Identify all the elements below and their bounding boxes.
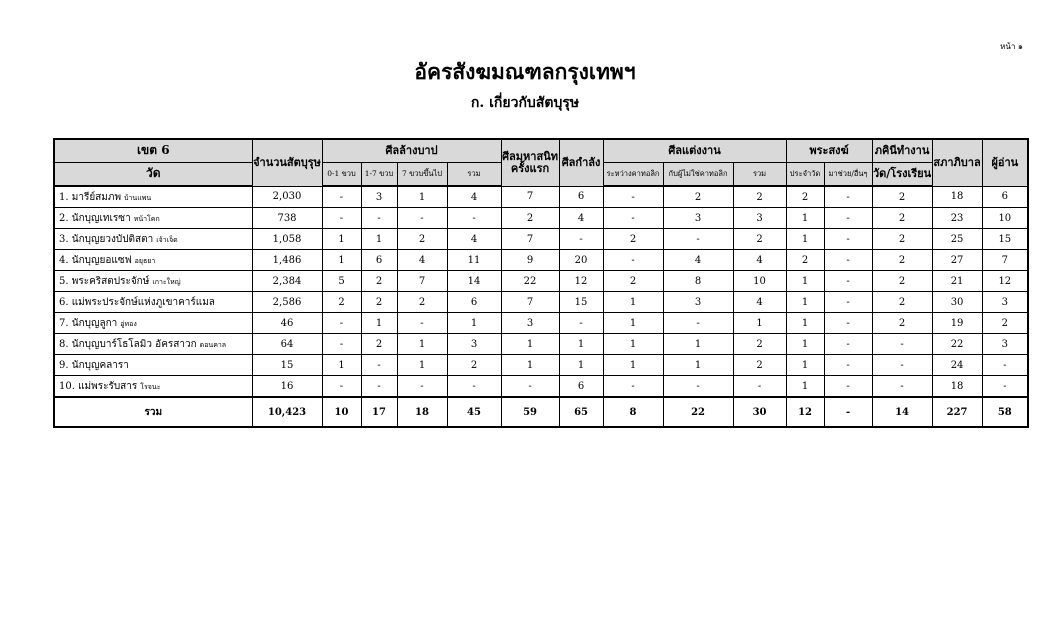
cell-mt: 2	[733, 355, 786, 376]
cell-pa: -	[824, 313, 872, 334]
cell-b17: 2	[361, 271, 397, 292]
cell-sis: -	[872, 334, 932, 355]
cell-b01: 5	[322, 271, 361, 292]
cell-mc: 2	[603, 229, 663, 250]
parish-name-cell	[54, 229, 252, 250]
cell-rd: -	[982, 376, 1028, 398]
cell-b17: 2	[361, 292, 397, 313]
cell-cou: 23	[932, 208, 982, 229]
cell-b17: 1	[361, 313, 397, 334]
cell-bt: 4	[447, 229, 501, 250]
cell-pr: 1	[786, 292, 824, 313]
cell-b7p: 1	[397, 355, 447, 376]
row-number: 6.	[59, 296, 69, 308]
page-number: หน้า ๑	[1000, 42, 1023, 51]
cell-mm: -	[663, 313, 733, 334]
cell-mt: -	[733, 376, 786, 398]
cell-bt: -	[447, 376, 501, 398]
cell-b17: 2	[361, 334, 397, 355]
cell-fc: 2	[501, 208, 559, 229]
header-marriage-catholics: ระหว่างคาทอลิก	[603, 163, 663, 187]
parish-location: บ้านแพน	[124, 193, 152, 202]
cell-b01: 1	[322, 229, 361, 250]
total-b7p: 18	[397, 397, 447, 427]
header-baptism-1-7: 1-7 ขวบ	[361, 163, 397, 187]
parish-name: แม่พระประจักษ์แห่งภูเขาคาร์แมล	[71, 296, 215, 308]
total-mt: 30	[733, 397, 786, 427]
parish-location: เกาะใหญ่	[152, 277, 181, 286]
cell-fc: 9	[501, 250, 559, 271]
cell-pr: 1	[786, 229, 824, 250]
cell-sis: 2	[872, 250, 932, 271]
cell-cou: 30	[932, 292, 982, 313]
cell-cf: 6	[559, 186, 603, 208]
cell-bt: 2	[447, 355, 501, 376]
cell-cf: 15	[559, 292, 603, 313]
cell-sis: -	[872, 376, 932, 398]
parish-name: แม่พระรับสาร	[78, 380, 138, 392]
cell-mc: -	[603, 208, 663, 229]
cell-b17: 1	[361, 229, 397, 250]
cell-pa: -	[824, 229, 872, 250]
cell-rd: 7	[982, 250, 1028, 271]
cell-pa: -	[824, 186, 872, 208]
total-pop: 10,423	[252, 397, 322, 427]
total-bt: 45	[447, 397, 501, 427]
cell-b01: -	[322, 313, 361, 334]
cell-bt: 4	[447, 186, 501, 208]
cell-mt: 2	[733, 186, 786, 208]
parish-name: พระคริสตประจักษ์	[71, 275, 150, 287]
cell-b01: -	[322, 208, 361, 229]
cell-mt: 2	[733, 334, 786, 355]
total-mm: 22	[663, 397, 733, 427]
cell-rd: 10	[982, 208, 1028, 229]
header-marriage-total: รวม	[733, 163, 786, 187]
cell-mc: 1	[603, 313, 663, 334]
row-number: 1.	[59, 191, 69, 203]
cell-pop: 2,030	[252, 186, 322, 208]
cell-mc: -	[603, 250, 663, 271]
header-religious-sub: วัด/โรงเรียน	[872, 163, 932, 187]
cell-pa: -	[824, 250, 872, 271]
cell-fc: 7	[501, 229, 559, 250]
row-number: 3.	[59, 233, 69, 245]
cell-b7p: 4	[397, 250, 447, 271]
table-row	[54, 376, 1028, 398]
cell-sis: 2	[872, 229, 932, 250]
cell-fc: 7	[501, 186, 559, 208]
cell-pr: 1	[786, 334, 824, 355]
cell-b17: -	[361, 208, 397, 229]
parish-name: นักบุญคลารา	[71, 359, 129, 371]
parish-name-cell	[54, 250, 252, 271]
cell-mc: 2	[603, 271, 663, 292]
cell-sis: -	[872, 355, 932, 376]
table-row	[54, 250, 1028, 271]
cell-pop: 1,058	[252, 229, 322, 250]
row-number: 8.	[59, 338, 69, 350]
total-row	[54, 397, 1028, 427]
parish-name-cell	[54, 376, 252, 398]
total-mc: 8	[603, 397, 663, 427]
parish-name-cell	[54, 355, 252, 376]
table-body	[54, 186, 1028, 427]
table-row	[54, 271, 1028, 292]
cell-b01: 1	[322, 355, 361, 376]
cell-pa: -	[824, 292, 872, 313]
cell-b17: -	[361, 376, 397, 398]
cell-bt: 1	[447, 313, 501, 334]
cell-cf: 6	[559, 376, 603, 398]
table-header-row-1	[54, 139, 1028, 163]
cell-b7p: 1	[397, 186, 447, 208]
header-priests: พระสงฆ์	[786, 139, 872, 163]
cell-mm: -	[663, 229, 733, 250]
cell-bt: 11	[447, 250, 501, 271]
cell-b01: 2	[322, 292, 361, 313]
row-number: 4.	[59, 254, 69, 266]
cell-rd: 12	[982, 271, 1028, 292]
cell-cou: 19	[932, 313, 982, 334]
cell-mm: 3	[663, 292, 733, 313]
cell-bt: 3	[447, 334, 501, 355]
header-readers: ผู้อ่าน	[982, 139, 1028, 186]
parish-location: อยุธยา	[134, 256, 156, 265]
cell-pr: 2	[786, 186, 824, 208]
cell-pr: 1	[786, 271, 824, 292]
cell-sis: 2	[872, 208, 932, 229]
table-row	[54, 355, 1028, 376]
statistics-table	[53, 138, 1029, 428]
header-population: จำนวนสัตบุรุษ	[252, 139, 322, 186]
cell-cou: 25	[932, 229, 982, 250]
cell-fc: 7	[501, 292, 559, 313]
cell-cf: 1	[559, 334, 603, 355]
cell-mm: 8	[663, 271, 733, 292]
row-number: 5.	[59, 275, 69, 287]
parish-name-cell	[54, 334, 252, 355]
cell-pop: 15	[252, 355, 322, 376]
parish-name-cell	[54, 292, 252, 313]
cell-rd: 6	[982, 186, 1028, 208]
row-number: 10.	[59, 380, 75, 392]
total-pr: 12	[786, 397, 824, 427]
total-pa: -	[824, 397, 872, 427]
cell-mt: 1	[733, 313, 786, 334]
cell-b7p: 2	[397, 292, 447, 313]
parish-location: เจ้าเจ็ด	[156, 235, 178, 244]
cell-cf: 1	[559, 355, 603, 376]
cell-b17: 3	[361, 186, 397, 208]
cell-cf: 20	[559, 250, 603, 271]
cell-fc: 3	[501, 313, 559, 334]
cell-b01: -	[322, 376, 361, 398]
cell-b01: 1	[322, 250, 361, 271]
parish-location: โรจนะ	[140, 382, 161, 391]
header-baptism-total: รวม	[447, 163, 501, 187]
cell-rd: -	[982, 355, 1028, 376]
cell-pa: -	[824, 376, 872, 398]
parish-name-cell	[54, 271, 252, 292]
row-number: 9.	[59, 359, 69, 371]
cell-pr: 1	[786, 208, 824, 229]
parish-location: ดอนคาล	[199, 340, 227, 349]
table-row	[54, 334, 1028, 355]
cell-b7p: -	[397, 376, 447, 398]
cell-sis: 2	[872, 292, 932, 313]
cell-b7p: -	[397, 313, 447, 334]
cell-mt: 4	[733, 250, 786, 271]
parish-name: นักบุญลูกา	[71, 317, 118, 329]
cell-cou: 22	[932, 334, 982, 355]
header-religious: ภคินีทำงาน	[872, 139, 932, 163]
cell-pr: 1	[786, 355, 824, 376]
cell-fc: 1	[501, 334, 559, 355]
cell-mt: 2	[733, 229, 786, 250]
cell-mt: 3	[733, 208, 786, 229]
header-confirmation: ศีลกำลัง	[559, 139, 603, 186]
cell-pop: 46	[252, 313, 322, 334]
cell-cou: 27	[932, 250, 982, 271]
cell-pr: 1	[786, 313, 824, 334]
total-sis: 14	[872, 397, 932, 427]
cell-pr: 2	[786, 250, 824, 271]
total-fc: 59	[501, 397, 559, 427]
table-row	[54, 229, 1028, 250]
cell-mm: 1	[663, 355, 733, 376]
parish-name-cell	[54, 208, 252, 229]
cell-sis: 2	[872, 313, 932, 334]
header-baptism-7plus: 7 ขวบขึ้นไป	[397, 163, 447, 187]
cell-pr: 1	[786, 376, 824, 398]
cell-cf: -	[559, 313, 603, 334]
cell-rd: 3	[982, 334, 1028, 355]
cell-bt: 6	[447, 292, 501, 313]
cell-b01: -	[322, 334, 361, 355]
cell-mt: 10	[733, 271, 786, 292]
cell-bt: 14	[447, 271, 501, 292]
total-b01: 10	[322, 397, 361, 427]
cell-pop: 1,486	[252, 250, 322, 271]
cell-cou: 18	[932, 376, 982, 398]
cell-pop: 738	[252, 208, 322, 229]
header-priests-resident: ประจำวัด	[786, 163, 824, 187]
cell-pop: 64	[252, 334, 322, 355]
header-parish: วัด	[54, 163, 252, 187]
cell-cou: 18	[932, 186, 982, 208]
cell-pa: -	[824, 208, 872, 229]
cell-fc: 22	[501, 271, 559, 292]
header-marriage: ศีลแต่งงาน	[603, 139, 786, 163]
cell-cf: 12	[559, 271, 603, 292]
table-row	[54, 292, 1028, 313]
header-marriage-mixed: กับผู้ไม่ใช่คาทอลิก	[663, 163, 733, 187]
parish-name: นักบุญเทเรซา	[71, 212, 131, 224]
cell-fc: 1	[501, 355, 559, 376]
cell-mc: -	[603, 186, 663, 208]
cell-sis: 2	[872, 186, 932, 208]
cell-pop: 2,586	[252, 292, 322, 313]
cell-rd: 3	[982, 292, 1028, 313]
cell-bt: -	[447, 208, 501, 229]
cell-mm: 3	[663, 208, 733, 229]
parish-name: นักบุญบาร์โธโลมิว อัครสาวก	[71, 338, 197, 350]
cell-mt: 4	[733, 292, 786, 313]
cell-b17: 6	[361, 250, 397, 271]
cell-pa: -	[824, 355, 872, 376]
cell-b01: -	[322, 186, 361, 208]
parish-name: นักบุญยวงบัปติสตา	[71, 233, 154, 245]
header-council: สภาภิบาล	[932, 139, 982, 186]
cell-cou: 21	[932, 271, 982, 292]
table-row	[54, 313, 1028, 334]
header-baptism-0-1: 0-1 ขวบ	[322, 163, 361, 187]
cell-mc: 1	[603, 292, 663, 313]
cell-pa: -	[824, 271, 872, 292]
header-zone: เขต 6	[54, 139, 252, 163]
cell-mm: 2	[663, 186, 733, 208]
header-first-communion: ศีลมหาสนิทครั้งแรก	[501, 139, 559, 186]
row-number: 7.	[59, 317, 69, 329]
parish-name: มารีย์สมภพ	[71, 191, 122, 203]
cell-cf: -	[559, 229, 603, 250]
cell-mm: 4	[663, 250, 733, 271]
cell-mc: -	[603, 376, 663, 398]
parish-location: อู่ทอง	[120, 319, 137, 328]
total-cf: 65	[559, 397, 603, 427]
cell-rd: 2	[982, 313, 1028, 334]
cell-b7p: 7	[397, 271, 447, 292]
table-row	[54, 208, 1028, 229]
total-b17: 17	[361, 397, 397, 427]
cell-mc: 1	[603, 334, 663, 355]
cell-pop: 2,384	[252, 271, 322, 292]
page-subtitle: ก. เกี่ยวกับสัตบุรุษ	[470, 95, 580, 111]
table-row	[54, 186, 1028, 208]
total-cou: 227	[932, 397, 982, 427]
cell-pa: -	[824, 334, 872, 355]
total-label: รวม	[54, 397, 252, 427]
parish-name-cell	[54, 186, 252, 208]
total-rd: 58	[982, 397, 1028, 427]
page-title: อัครสังฆมณฑลกรุงเทพฯ	[414, 59, 636, 84]
cell-b7p: -	[397, 208, 447, 229]
cell-rd: 15	[982, 229, 1028, 250]
cell-sis: 2	[872, 271, 932, 292]
parish-name: นักบุญยอแซฟ	[71, 254, 132, 266]
cell-pop: 16	[252, 376, 322, 398]
cell-b17: -	[361, 355, 397, 376]
cell-mc: 1	[603, 355, 663, 376]
cell-b7p: 1	[397, 334, 447, 355]
cell-fc: -	[501, 376, 559, 398]
header-priests-assist: มาช่วย/อื่นๆ	[824, 163, 872, 187]
parish-name-cell	[54, 313, 252, 334]
header-baptism: ศีลล้างบาป	[322, 139, 501, 163]
cell-mm: -	[663, 376, 733, 398]
cell-cou: 24	[932, 355, 982, 376]
parish-location: หน้าโคก	[133, 214, 160, 223]
cell-mm: 1	[663, 334, 733, 355]
cell-cf: 4	[559, 208, 603, 229]
cell-b7p: 2	[397, 229, 447, 250]
row-number: 2.	[59, 212, 69, 224]
